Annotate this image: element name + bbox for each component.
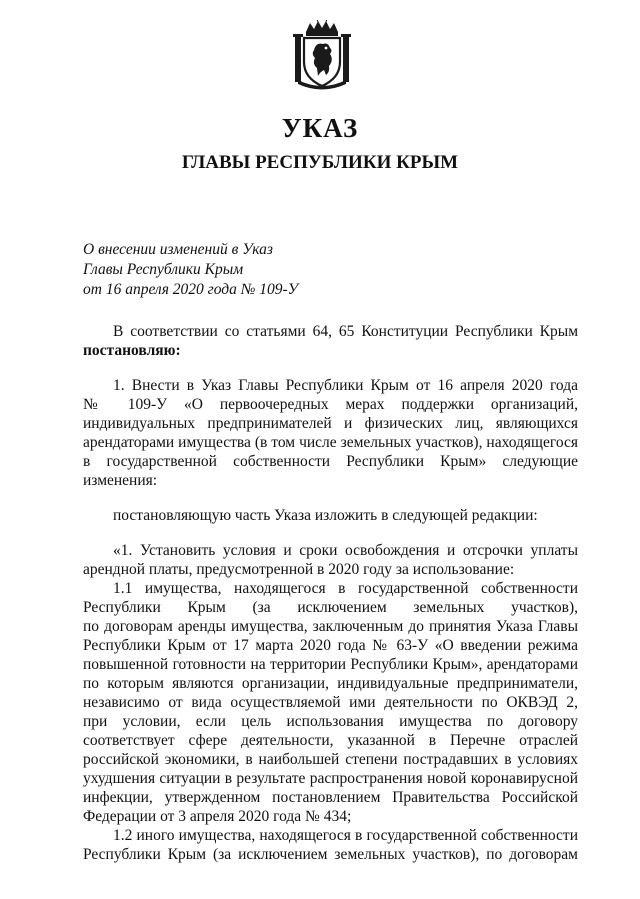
- text-line: российской экономики, в наибольшей степени пострадавших в условиях: [83, 751, 578, 768]
- text-line: постановляющую часть Указа изложить в следующей редакции:: [113, 507, 538, 524]
- text-line: по договорам аренды имущества, заключенным до принятия Указа Главы: [83, 618, 578, 635]
- instruction-paragraph: [83, 506, 578, 525]
- text-line: 1.2 иного имущества, находящегося в государственной собственности: [113, 827, 578, 844]
- text-line: инфекции, утвержденном постановлением Правительства Российской: [83, 789, 578, 806]
- text-line: № 109-У «О первоочередных мерах поддержки организаций,: [83, 396, 578, 413]
- text-line: В соответствии со статьями 64, 65 Конституции Республики Крым: [113, 323, 578, 340]
- document-issuer: ГЛАВЫ РЕСПУБЛИКИ КРЫМ: [181, 152, 459, 173]
- coat-of-arms-emblem: [292, 20, 352, 90]
- quote-paragraph-1: [83, 541, 578, 579]
- text-line: изменения:: [83, 472, 158, 489]
- text-line: постановляю:: [83, 342, 181, 359]
- text-line: ухудшения ситуации в результате распространения новой коронавирусной: [83, 770, 578, 787]
- text-line: арендной платы, предусмотренной в 2020 году за использование:: [83, 561, 515, 578]
- text-line: 1. Внести в Указ Главы Республики Крым от 16 апреля 2020 года: [113, 377, 578, 394]
- text-line: повышенной готовности на территории Республики Крым», арендаторами: [83, 656, 578, 673]
- document-subject: [83, 240, 298, 300]
- document-body: [83, 322, 578, 864]
- subject-line: от 16 апреля 2020 года № 109-У: [83, 281, 299, 298]
- text-line: независимо от вида осуществляемой ими деятельности по ОКВЭД 2,: [83, 694, 578, 711]
- text-line: в государственной собственности Республики Крым» следующие: [83, 453, 578, 470]
- text-line: Республики Крым (за исключением земельных участков),: [83, 599, 578, 616]
- subject-line: О внесении изменений в Указ: [83, 241, 273, 258]
- text-line: Федерации от 3 апреля 2020 года № 434;: [83, 808, 352, 825]
- preamble-paragraph: [83, 322, 578, 360]
- text-line: Республики Крым (за исключением земельных участков), по договорам: [83, 846, 578, 863]
- document-title: УКАЗ: [281, 113, 359, 143]
- subitem-1-2-paragraph: [83, 826, 578, 864]
- text-line: при условии, если цель использования имущества по договору: [83, 713, 578, 730]
- text-line: «1. Установить условия и сроки освобождения и отсрочки уплаты: [113, 542, 578, 559]
- text-line: Республики Крым от 17 марта 2020 года № 63-У «О введении режима: [83, 637, 578, 654]
- text-line: соответствует сфере деятельности, указанной в Перечне отраслей: [83, 732, 578, 749]
- item-1-paragraph: [83, 376, 578, 490]
- text-line: арендаторами имущества (в том числе земельных участков), находящегося: [83, 434, 578, 451]
- subject-line: Главы Республики Крым: [83, 261, 244, 278]
- text-line: по которым являются организации, индивидуальные предприниматели,: [83, 675, 578, 692]
- text-line: индивидуальных предпринимателей и физических лиц, являющихся: [83, 415, 578, 432]
- subitem-1-1-paragraph: [83, 579, 578, 826]
- text-line: 1.1 имущества, находящегося в государственной собственности: [113, 580, 578, 597]
